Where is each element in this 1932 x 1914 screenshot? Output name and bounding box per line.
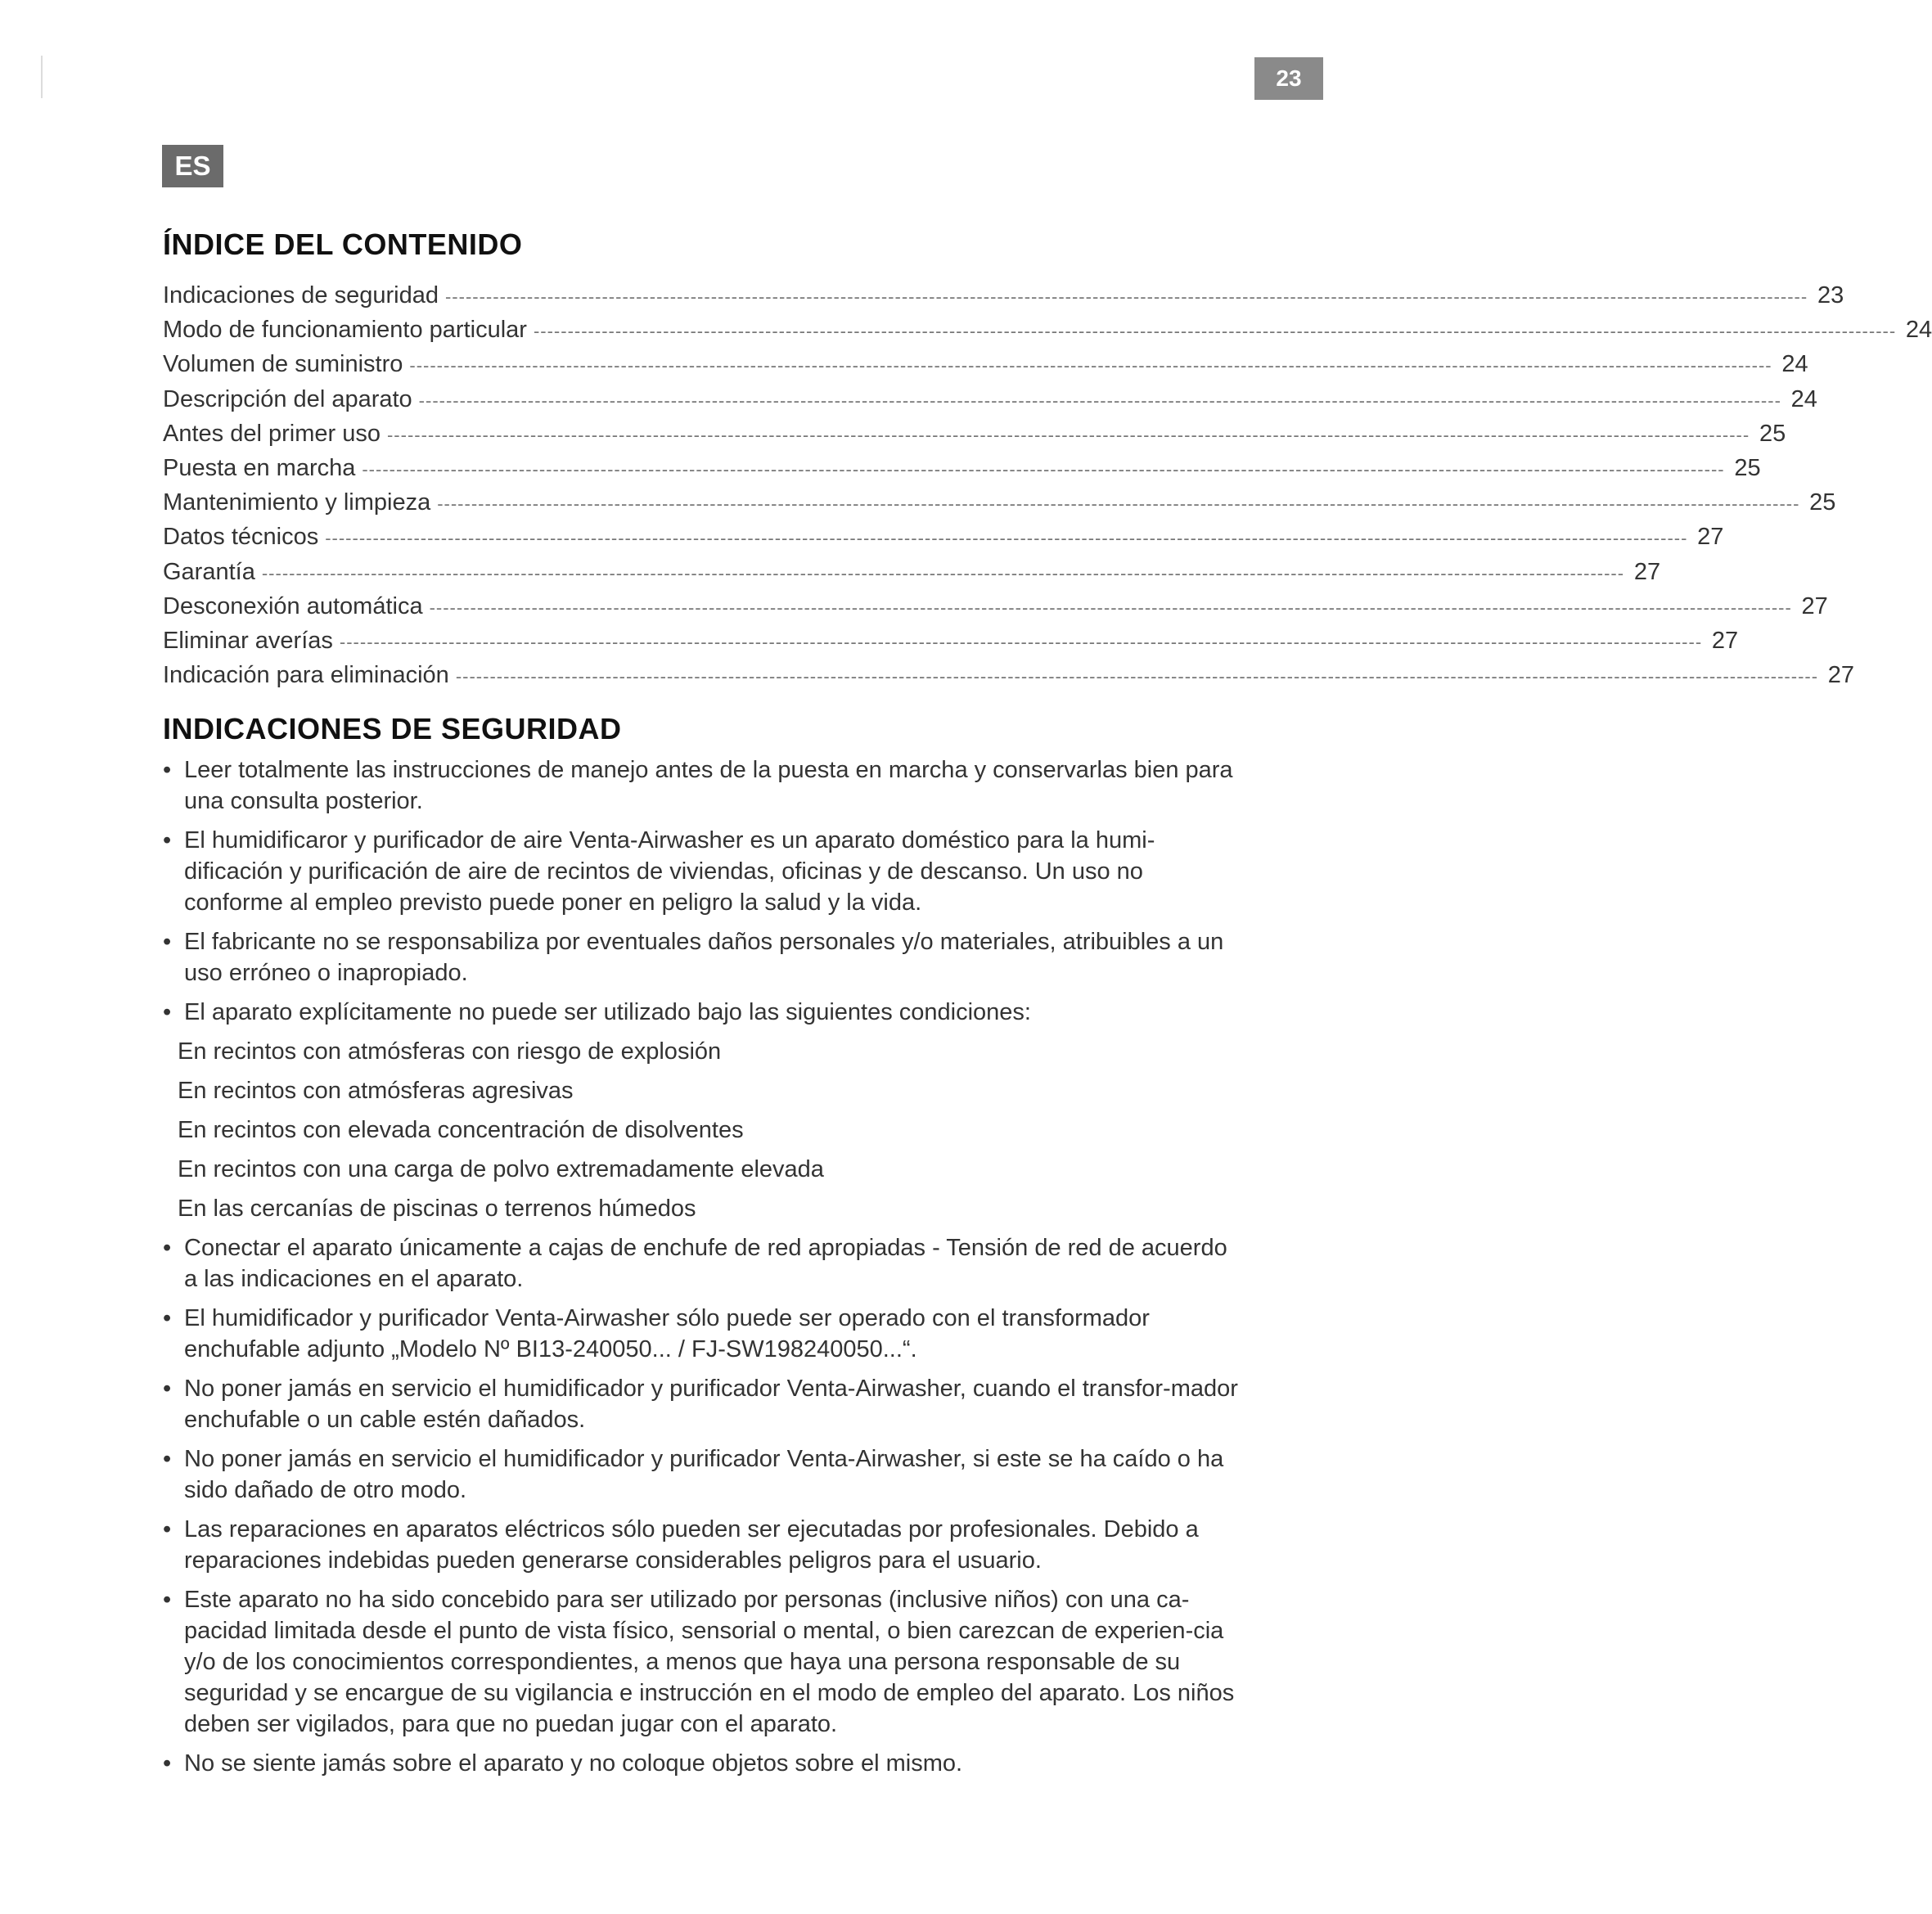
toc-entry-label: Mantenimiento y limpieza <box>163 489 431 516</box>
toc-entry[interactable] <box>163 558 1661 593</box>
safety-item <box>163 1303 1243 1365</box>
safety-list <box>163 754 1243 1787</box>
condition-item: En recintos con atmósferas agresivas <box>178 1078 574 1104</box>
bullet-icon: • <box>163 1376 172 1402</box>
toc-entry-label: Descripción del aparato <box>163 385 412 412</box>
bullet-icon: • <box>163 1305 172 1331</box>
page-number: 23 <box>1254 57 1323 100</box>
safety-item-text: El humidificador y purificador Venta-Airwasher sólo puede ser operado con el transformador enchufable adjunto „Modelo Nº BI13-240050... / FJ-SW198240050...“. <box>184 1305 1150 1362</box>
toc-leader: -------------------------------------------------------------------------------------------------------------------------------------------------------------------------------------------------------- <box>418 390 1781 411</box>
toc-entry-page: 25 <box>1809 489 1836 516</box>
toc-entry-label: Datos técnicos <box>163 524 319 551</box>
toc-entry-label: Desconexión automática <box>163 592 423 619</box>
toc-entry-label: Volumen de suministro <box>163 351 403 378</box>
toc-entry-label: Indicaciones de seguridad <box>163 282 439 308</box>
toc-leader: -------------------------------------------------------------------------------------------------------------------------------------------------------------------------------------------------------- <box>325 528 1688 549</box>
bullet-icon: • <box>163 1235 172 1261</box>
toc-entry[interactable] <box>163 662 1855 696</box>
table-of-contents <box>163 282 1932 696</box>
bullet-icon: • <box>163 1587 172 1613</box>
safety-item <box>163 1443 1243 1506</box>
toc-entry[interactable] <box>163 524 1724 558</box>
toc-leader: -------------------------------------------------------------------------------------------------------------------------------------------------------------------------------------------------------- <box>339 631 1703 652</box>
toc-leader: -------------------------------------------------------------------------------------------------------------------------------------------------------------------------------------------------------- <box>444 286 1808 307</box>
safety-item-text: Conectar el aparato únicamente a cajas de enchufe de red apropiadas - Tensión de red de acuerdo a las indicaciones en el aparato. <box>184 1235 1227 1292</box>
toc-leader: -------------------------------------------------------------------------------------------------------------------------------------------------------------------------------------------------------- <box>455 666 1819 687</box>
safety-item <box>163 1232 1243 1295</box>
safety-item <box>163 1584 1243 1740</box>
toc-leader: -------------------------------------------------------------------------------------------------------------------------------------------------------------------------------------------------------- <box>429 597 1792 618</box>
safety-item <box>163 997 1243 1028</box>
bullet-icon: • <box>163 1516 172 1542</box>
toc-entry-page: 27 <box>1711 627 1739 654</box>
toc-entry-page: 24 <box>1905 317 1932 344</box>
safety-item-text: No se siente jamás sobre el aparato y no coloque objetos sobre el mismo. <box>184 1750 963 1777</box>
toc-entry[interactable] <box>163 317 1932 351</box>
safety-item <box>163 926 1243 989</box>
toc-heading: ÍNDICE DEL CONTENIDO <box>163 227 523 261</box>
toc-entry-page: 27 <box>1697 524 1724 551</box>
toc-entry-page: 27 <box>1633 558 1661 585</box>
toc-entry[interactable] <box>163 592 1828 628</box>
safety-item <box>163 1373 1243 1435</box>
safety-item-text: Las reparaciones en aparatos eléctricos sólo pueden ser ejecutadas por profesionales. Debido a reparaciones indebidas pueden generarse considerables peligros para el usuario. <box>184 1516 1199 1574</box>
safety-item-text: El humidificaror y purificador de aire Venta-Airwasher es un aparato doméstico para la humi-dificación y purificación de aire de recintos de viviendas, oficinas y de descanso. Un uso no conforme al empleo previsto puede poner en peligro la salud y la vida. <box>184 827 1155 916</box>
safety-item <box>163 1514 1243 1576</box>
toc-entry-label: Eliminar averías <box>163 627 333 654</box>
safety-item-text: Leer totalmente las instrucciones de manejo antes de la puesta en marcha y conservarlas bien para una consulta posterior. <box>184 757 1233 814</box>
condition-item: En recintos con una carga de polvo extremadamente elevada <box>178 1156 824 1182</box>
toc-leader: -------------------------------------------------------------------------------------------------------------------------------------------------------------------------------------------------------- <box>362 458 1725 480</box>
toc-leader: -------------------------------------------------------------------------------------------------------------------------------------------------------------------------------------------------------- <box>409 355 1772 376</box>
toc-entry-page: 25 <box>1734 454 1761 481</box>
safety-item-text: Este aparato no ha sido concebido para ser utilizado por personas (inclusive niños) con una ca-pacidad limitada desde el punto de vista físico, sensorial o mental, o bien carezcan de experien-cia y/o de los conocimientos correspondientes, a menos que haya una persona responsable de su seguridad y se encargue de su vigilancia e instrucción en el modo de empleo del aparato. Los niños deben ser vigilados, para que no puedan jugar con el aparato. <box>184 1587 1235 1737</box>
safety-item-text: No poner jamás en servicio el humidificador y purificador Venta-Airwasher, si este se ha caído o ha sido dañado de otro modo. <box>184 1446 1224 1503</box>
toc-entry-page: 24 <box>1781 351 1808 378</box>
toc-entry[interactable] <box>163 282 1844 317</box>
safety-item <box>163 825 1243 918</box>
bullet-icon: • <box>163 757 172 783</box>
toc-entry[interactable] <box>163 351 1808 385</box>
toc-leader: -------------------------------------------------------------------------------------------------------------------------------------------------------------------------------------------------------- <box>261 562 1625 583</box>
safety-item-text: El aparato explícitamente no puede ser utilizado bajo las siguientes condiciones: <box>184 999 1031 1025</box>
safety-heading: INDICACIONES DE SEGURIDAD <box>163 712 622 745</box>
safety-item <box>163 1748 1243 1779</box>
toc-leader: -------------------------------------------------------------------------------------------------------------------------------------------------------------------------------------------------------- <box>386 424 1750 445</box>
toc-entry-label: Puesta en marcha <box>163 454 356 481</box>
toc-entry-page: 27 <box>1801 592 1828 619</box>
toc-entry[interactable] <box>163 627 1739 662</box>
toc-entry-label: Indicación para eliminación <box>163 662 449 689</box>
toc-entry-label: Modo de funcionamiento particular <box>163 317 527 344</box>
toc-entry-page: 25 <box>1759 420 1786 447</box>
bullet-icon: • <box>163 999 172 1025</box>
bullet-icon: • <box>163 929 172 955</box>
toc-entry[interactable] <box>163 385 1817 421</box>
toc-entry-label: Antes del primer uso <box>163 420 381 447</box>
bullet-icon: • <box>163 1446 172 1472</box>
page-edge-mark <box>41 56 43 98</box>
toc-entry-page: 23 <box>1817 282 1844 308</box>
toc-entry[interactable] <box>163 420 1786 455</box>
bullet-icon: • <box>163 1750 172 1777</box>
safety-item-text: No poner jamás en servicio el humidificador y purificador Venta-Airwasher, cuando el transfor-mador enchufable o un cable estén dañados. <box>184 1376 1238 1433</box>
condition-item: En las cercanías de piscinas o terrenos húmedos <box>178 1196 696 1222</box>
bullet-icon: • <box>163 827 172 853</box>
toc-entry-label: Garantía <box>163 558 255 585</box>
toc-leader: -------------------------------------------------------------------------------------------------------------------------------------------------------------------------------------------------------- <box>437 493 1800 515</box>
toc-entry[interactable] <box>163 454 1761 489</box>
condition-item: En recintos con atmósferas con riesgo de explosión <box>178 1038 722 1065</box>
toc-leader: -------------------------------------------------------------------------------------------------------------------------------------------------------------------------------------------------------- <box>533 321 1897 342</box>
toc-entry-page: 27 <box>1827 662 1855 689</box>
safety-item-text: El fabricante no se responsabiliza por eventuales daños personales y/o materiales, atribuibles a un uso erróneo o inapropiado. <box>184 929 1224 986</box>
toc-entry[interactable] <box>163 489 1836 524</box>
language-badge: ES <box>162 145 223 187</box>
toc-entry-page: 24 <box>1790 385 1817 412</box>
condition-item: En recintos con elevada concentración de disolventes <box>178 1117 744 1143</box>
safety-item <box>163 754 1243 817</box>
